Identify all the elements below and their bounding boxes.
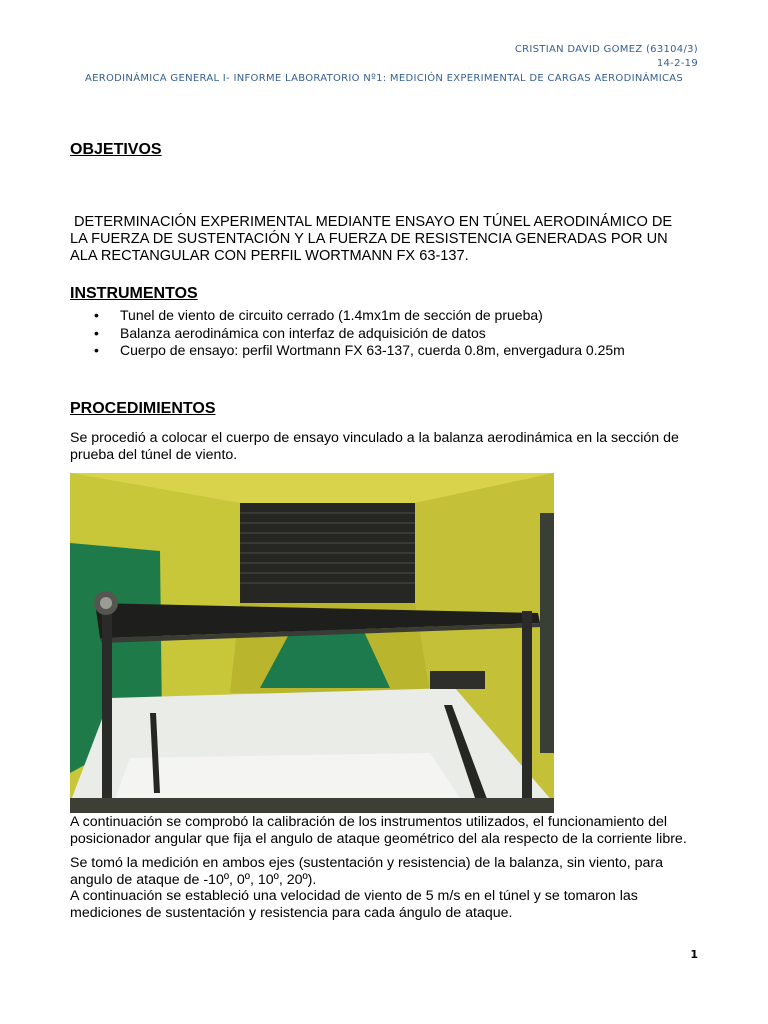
procedimientos-paragraph-4: A continuación se estableció una velocidad de viento de 5 m/s en el túnel y se tomaron las mediciones de sustentación y resistencia para cada ángulo de ataque. <box>70 888 638 921</box>
objetivos-heading: OBJETIVOS <box>70 141 162 158</box>
procedimientos-paragraph-2: A continuación se comprobó la calibración de los instrumentos utilizados, el funcionamiento del posicionador angular que fija el angulo de ataque geométrico del ala respecto de la corriente libre. <box>70 814 687 847</box>
instrumento-item: • Tunel de viento de circuito cerrado (1.4mx1m de sección de prueba) <box>70 307 625 325</box>
objetivos-text: DETERMINACIÓN EXPERIMENTAL MEDIANTE ENSAYO EN TÚNEL AERODINÁMICO DE LA FUERZA DE SUSTENTACIÓN Y LA FUERZA DE RESISTENCIA GENERADAS POR UN ALA RECTANGULAR CON PERFIL WORTMANN FX 63-137. <box>70 214 673 264</box>
instrumentos-list <box>70 307 625 360</box>
header-title: AERODINÁMICA GENERAL I- INFORME LABORATORIO Nº1: MEDICIÓN EXPERIMENTAL DE CARGAS AERODINÁMICAS <box>84 73 684 84</box>
instrumento-item: • Cuerpo de ensayo: perfil Wortmann FX 63-137, cuerda 0.8m, envergadura 0.25m <box>70 342 625 360</box>
header-author: CRISTIAN DAVID GOMEZ (63104/3) <box>514 44 698 55</box>
instrumento-item: • Balanza aerodinámica con interfaz de adquisición de datos <box>70 325 625 343</box>
header-date: 14-2-19 <box>656 58 698 69</box>
wind-tunnel-photo <box>70 473 554 813</box>
procedimientos-paragraph-3: Se tomó la medición en ambos ejes (sustentación y resistencia) de la balanza, sin viento, para angulo de ataque de -10º, 0º, 10º, 20º). <box>70 855 664 888</box>
procedimientos-heading: PROCEDIMIENTOS <box>70 400 216 417</box>
page-number: 1 <box>690 948 698 961</box>
procedimientos-paragraph-1: Se procedió a colocar el cuerpo de ensayo vinculado a la balanza aerodinámica en la sección de prueba del túnel de viento. <box>70 430 679 463</box>
instrumentos-heading: INSTRUMENTOS <box>70 285 198 302</box>
